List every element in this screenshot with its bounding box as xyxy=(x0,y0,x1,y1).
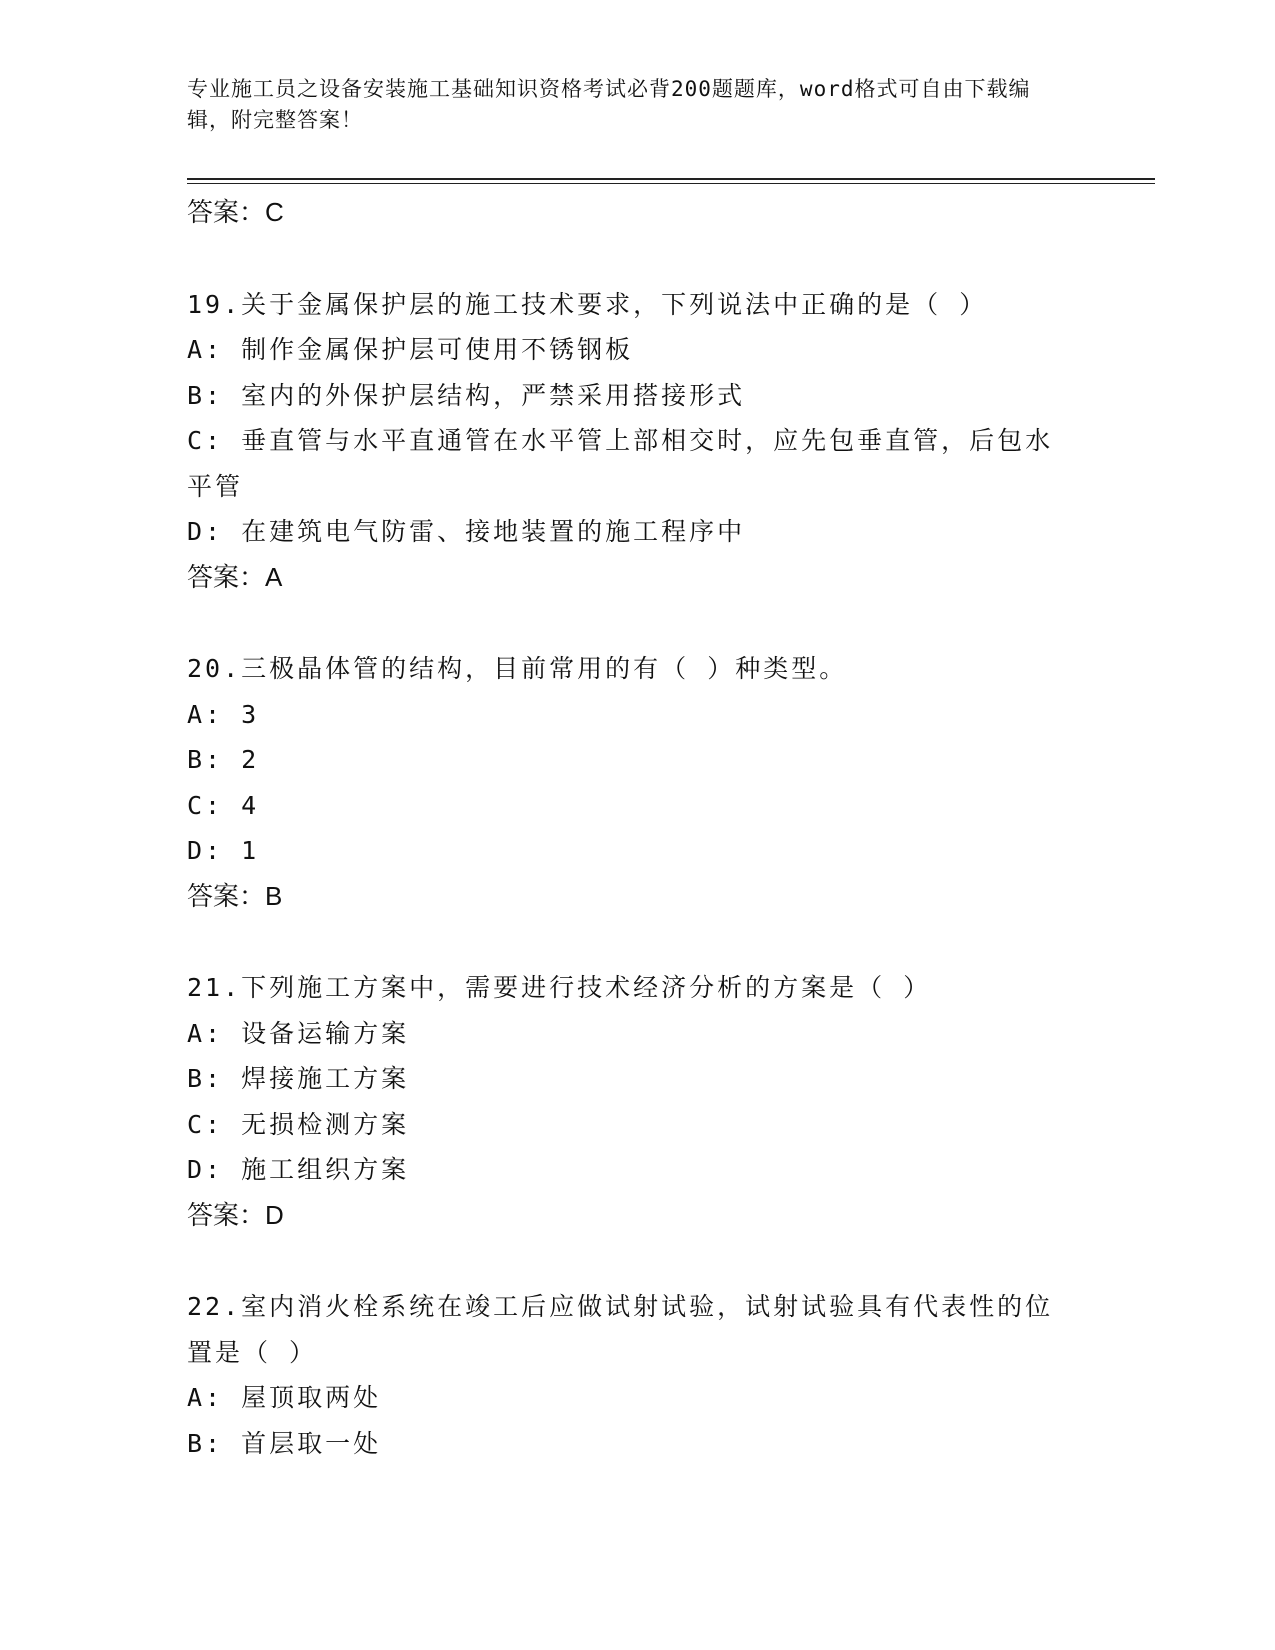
option-a: A: 3 xyxy=(187,699,260,729)
header-divider-thick xyxy=(187,178,1155,180)
document-header: 专业施工员之设备安装施工基础知识资格考试必背200题题库，word格式可自由下载编辑，附完整答案！ xyxy=(187,77,1031,132)
option-a: A: 设备运输方案 xyxy=(187,1018,410,1048)
previous-answer: 答案：C xyxy=(187,197,284,227)
question-stem: 21.下列施工方案中，需要进行技术经济分析的方案是（ ） xyxy=(187,973,932,1002)
option-a: A: 屋顶取两处 xyxy=(187,1383,382,1412)
option-b: B: 焊接施工方案 xyxy=(187,1064,410,1093)
option-d: D: 施工组织方案 xyxy=(187,1155,410,1184)
question-22 xyxy=(187,1284,1087,1466)
answer: 答案：A xyxy=(187,561,283,592)
question-stem: 22.室内消火栓系统在竣工后应做试射试验，试射试验具有代表性的位 xyxy=(187,1292,1054,1321)
spacer xyxy=(187,919,1087,965)
answer: 答案：D xyxy=(187,1199,284,1230)
option-b: B: 2 xyxy=(187,745,260,774)
option-c: C: 4 xyxy=(187,790,260,820)
option-a: A: 制作金属保护层可使用不锈钢板 xyxy=(187,335,634,364)
option-c: C: 无损检测方案 xyxy=(187,1109,410,1139)
option-d: D: 在建筑电气防雷、接地装置的施工程序中 xyxy=(187,517,746,546)
question-19 xyxy=(187,282,1087,601)
spacer xyxy=(187,1238,1087,1284)
question-20 xyxy=(187,646,1087,919)
question-stem: 19.关于金属保护层的施工技术要求，下列说法中正确的是（ ） xyxy=(187,289,988,319)
option-b: B: 首层取一处 xyxy=(187,1428,382,1458)
spacer xyxy=(187,236,1087,282)
question-stem: 20.三极晶体管的结构，目前常用的有（ ）种类型。 xyxy=(187,654,848,683)
answer: 答案：B xyxy=(187,880,283,911)
header-divider-thin xyxy=(187,183,1155,184)
option-c-continued: 平管 xyxy=(187,471,244,501)
question-stem-continued: 置是（ ） xyxy=(187,1337,318,1367)
question-21 xyxy=(187,965,1087,1238)
option-d: D: 1 xyxy=(187,836,260,865)
option-b: B: 室内的外保护层结构，严禁采用搭接形式 xyxy=(187,380,746,410)
spacer xyxy=(187,600,1087,646)
question-list xyxy=(187,190,1087,1466)
option-c: C: 垂直管与水平直通管在水平管上部相交时，应先包垂直管，后包水 xyxy=(187,426,1054,455)
